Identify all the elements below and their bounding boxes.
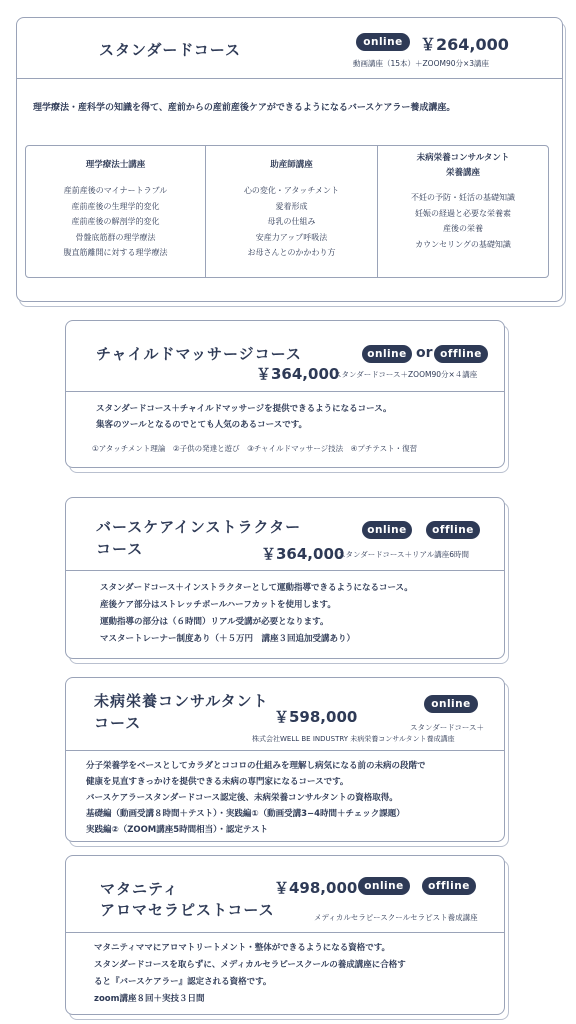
list-item: お母さんとのかかわり方 [247, 248, 336, 257]
topics-line: ①アタッチメント理論 ②子供の発達と遊び ③チャイルドマッサージ技法 ④プチテスト・復習 [92, 444, 418, 453]
course-detail: スタンダードコース＋リアル講座6時間 [338, 550, 469, 559]
course-price: ￥364,000 [261, 545, 345, 563]
divider [66, 750, 504, 751]
description-line: 集客のツールとなるのでとても人気のあるコースです。 [96, 420, 308, 430]
curriculum-column-pt [26, 146, 206, 277]
description-line: ると『バースケアラー』認定される資格です。 [94, 977, 272, 987]
list-item: 産前産後の生理学的変化 [71, 201, 160, 211]
online-badge: online [362, 521, 412, 539]
list-item: 産前産後の解剖学的変化 [71, 217, 160, 226]
offline-badge: offline [426, 521, 480, 539]
description-line: バースケアラースタンダードコース認定後、未病栄養コンサルタントの資格取得。 [86, 793, 398, 803]
description-line: 運動指導の部分は（６時間）リアル受講が必要となります。 [100, 617, 329, 627]
course-detail: 株式会社WELL BE INDUSTRY 未病栄養コンサルタント養成講座 [252, 735, 455, 743]
divider [66, 570, 504, 571]
description-line: 分子栄養学をベースとしてカラダとココロの仕組みを理解し病気になる前の未病の段階で [86, 761, 426, 771]
divider [17, 78, 562, 79]
curriculum-table [25, 145, 549, 278]
course-title-line2: アロマセラピストコース [100, 901, 275, 919]
description-line: zoom講座８回＋実技３日間 [94, 994, 205, 1004]
course-detail: スタンダードコース＋ [410, 723, 485, 732]
online-badge: online [356, 33, 410, 51]
column-heading: 未病栄養コンサルタント [416, 153, 510, 163]
list-item: 愛着形成 [275, 201, 308, 211]
description-line: スタンダードコース＋チャイルドマッサージを提供できるようになるコース。 [96, 404, 392, 414]
online-badge: online [362, 345, 412, 363]
standard-course-card [16, 17, 563, 302]
description-line: マスタートレーナー制度あり（＋５万円 講座３回追加受講あり） [100, 634, 356, 644]
list-item: 産前産後のマイナートラブル [63, 186, 168, 195]
curriculum-column-midwife [206, 146, 378, 277]
course-title: チャイルドマッサージコース [96, 345, 302, 363]
online-badge: online [358, 877, 410, 895]
offline-badge: offline [422, 877, 476, 895]
or-label: or [416, 345, 433, 361]
course-title-line2: コース [96, 540, 144, 558]
nutrition-course-card [65, 677, 505, 842]
course-price: ￥364,000 [256, 365, 340, 383]
divider [66, 391, 504, 392]
description-line: 基礎編（動画受講８時間＋テスト）・実践編①（動画受講3−4時間＋チェック課題） [86, 809, 405, 819]
course-detail: スタンダードコース＋ZOOM90分×４講座 [334, 370, 478, 379]
list-item: 腹直筋離開に対する理学療法 [63, 248, 168, 257]
course-price: ￥498,000 [274, 879, 358, 897]
list-item: 安産力アップ呼吸法 [255, 232, 328, 242]
description-line: 産後ケア部分はストレッチポールハーフカットを使用します。 [100, 600, 336, 610]
course-title: スタンダードコース [99, 41, 242, 59]
course-price: ￥264,000 [420, 35, 509, 54]
list-item: 不妊の予防・妊活の基礎知識 [411, 193, 515, 202]
list-item: 骨盤底筋群の理学療法 [75, 232, 156, 242]
course-title: マタニティ [100, 880, 179, 898]
online-badge: online [424, 695, 478, 713]
course-description: 理学療法・産科学の知識を得て、産前からの産前産後ケアができるようになるバースケアラー養成講座。 [33, 103, 456, 113]
instructor-course-card [65, 497, 505, 659]
course-title: バースケアインストラクター [96, 518, 302, 536]
child-massage-course-card [65, 320, 505, 468]
column-heading: 栄養講座 [445, 168, 480, 178]
description-line: 健康を見直すきっかけを提供できる未病の専門家になるコースです。 [86, 777, 349, 787]
column-heading: 助産師講座 [270, 160, 313, 170]
list-item: 産後の栄養 [443, 224, 483, 233]
list-item: 妊娠の経過と必要な栄養素 [415, 208, 511, 218]
aroma-course-card [65, 855, 505, 1015]
course-title-line2: コース [94, 714, 142, 732]
course-price: ￥598,000 [274, 708, 358, 726]
course-detail: 動画講座（15本）＋ZOOM90分×3講座 [353, 59, 490, 68]
divider [66, 932, 504, 933]
offline-badge: offline [434, 345, 488, 363]
list-item: カウンセリングの基礎知識 [415, 239, 511, 249]
description-line: マタニティママにアロマトリートメント・整体ができるようになる資格です。 [94, 943, 391, 953]
description-line: スタンダードコースを取らずに、メディカルセラピースクールの養成講座に合格す [94, 960, 406, 970]
description-line: スタンダードコース＋インストラクターとして運動指導できるようになるコース。 [100, 583, 413, 593]
column-heading: 理学療法士講座 [85, 160, 146, 170]
course-title: 未病栄養コンサルタント [94, 692, 269, 710]
list-item: 心の変化・アタッチメント [243, 186, 340, 195]
description-line: 実践編②（ZOOM講座5時間相当）・認定テスト [86, 825, 269, 835]
curriculum-column-nutrition [378, 146, 548, 277]
course-detail: メディカルセラピースクールセラピスト養成講座 [314, 913, 478, 922]
list-item: 母乳の仕組み [267, 217, 316, 226]
